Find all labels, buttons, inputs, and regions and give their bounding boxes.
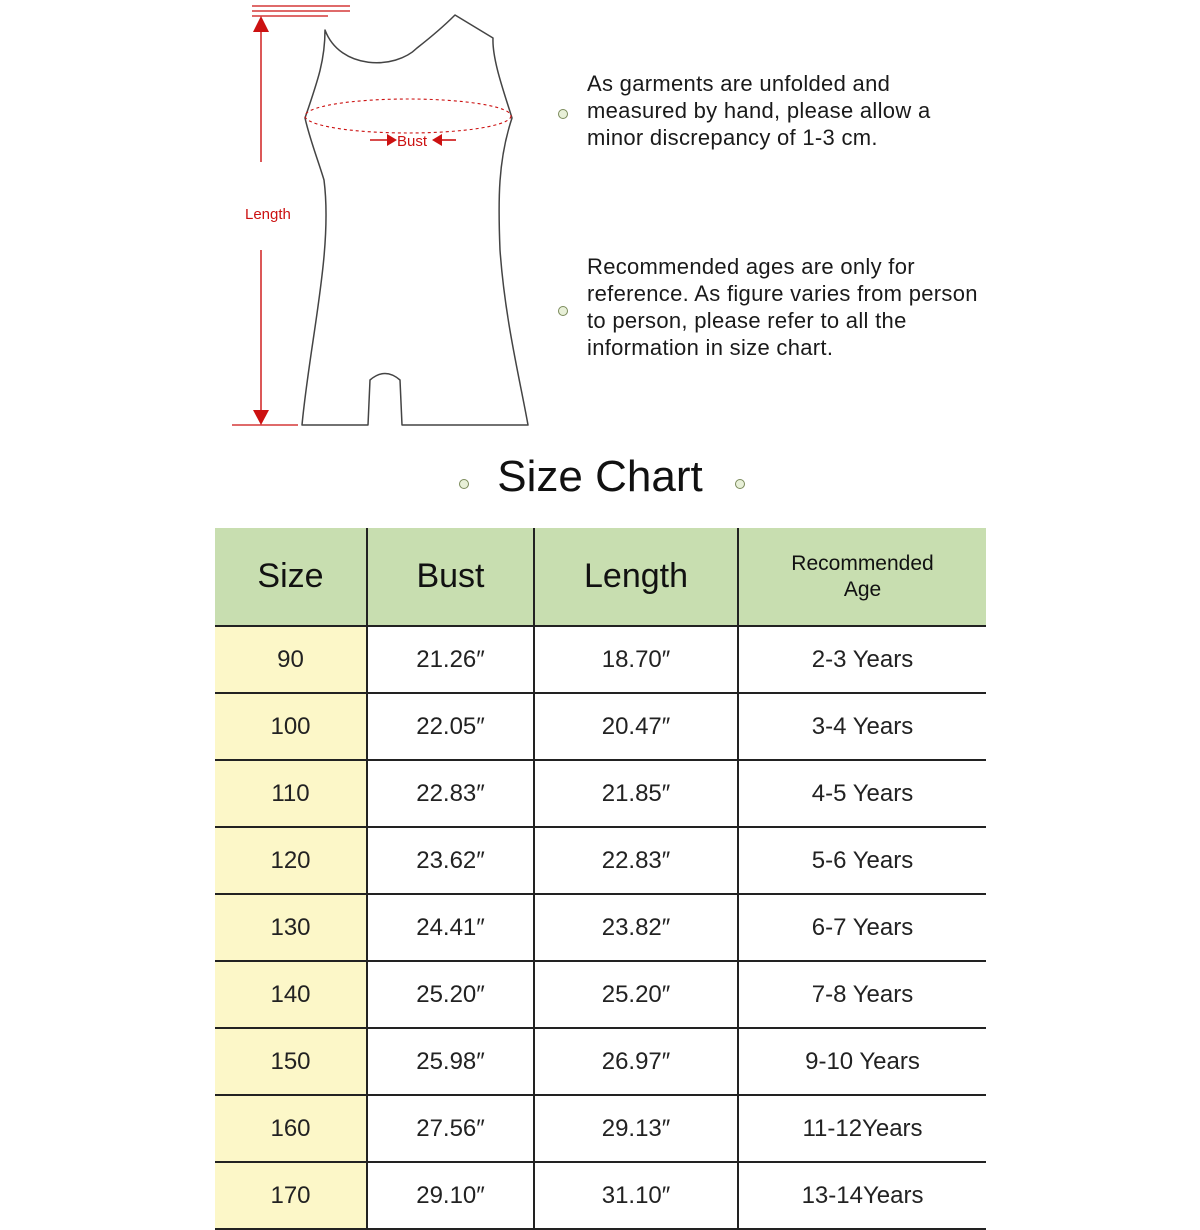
table-header-row xyxy=(215,528,986,626)
title-right-bullet-icon xyxy=(735,479,745,489)
note-2-bullet-icon xyxy=(558,306,568,316)
cell-bust: 21.26″ xyxy=(367,626,534,693)
note-1-bullet-icon xyxy=(558,109,568,119)
note-age-reference: Recommended ages are only for reference. As figure varies from person to person, please refer to all the information in size chart. xyxy=(587,254,978,360)
cell-bust: 25.98″ xyxy=(367,1028,534,1095)
cell-size: 110 xyxy=(215,760,367,827)
header-bust: Bust xyxy=(367,528,534,626)
cell-length: 29.13″ xyxy=(534,1095,738,1162)
cell-length: 22.83″ xyxy=(534,827,738,894)
cell-length: 25.20″ xyxy=(534,961,738,1028)
cell-age: 6-7 Years xyxy=(738,894,986,961)
cell-size: 90 xyxy=(215,626,367,693)
table-row xyxy=(215,693,986,760)
cell-size: 140 xyxy=(215,961,367,1028)
cell-age: 4-5 Years xyxy=(738,760,986,827)
cell-size: 160 xyxy=(215,1095,367,1162)
cell-age: 11-12Years xyxy=(738,1095,986,1162)
header-age-line1: Recommended xyxy=(791,551,934,575)
garment-diagram xyxy=(0,0,560,440)
size-chart-title: Size Chart xyxy=(497,452,703,501)
cell-length: 23.82″ xyxy=(534,894,738,961)
cell-age: 2-3 Years xyxy=(738,626,986,693)
cell-age: 13-14Years xyxy=(738,1162,986,1229)
cell-size: 150 xyxy=(215,1028,367,1095)
header-length: Length xyxy=(534,528,738,626)
table-row xyxy=(215,961,986,1028)
cell-age: 9-10 Years xyxy=(738,1028,986,1095)
table-row xyxy=(215,760,986,827)
cell-bust: 23.62″ xyxy=(367,827,534,894)
header-size: Size xyxy=(215,528,367,626)
table-row xyxy=(215,1095,986,1162)
cell-length: 31.10″ xyxy=(534,1162,738,1229)
cell-bust: 27.56″ xyxy=(367,1095,534,1162)
cell-size: 120 xyxy=(215,827,367,894)
cell-length: 21.85″ xyxy=(534,760,738,827)
table-row xyxy=(215,827,986,894)
length-label: Length xyxy=(245,206,291,223)
cell-bust: 22.83″ xyxy=(367,760,534,827)
cell-length: 26.97″ xyxy=(534,1028,738,1095)
cell-bust: 25.20″ xyxy=(367,961,534,1028)
table-row xyxy=(215,894,986,961)
cell-length: 20.47″ xyxy=(534,693,738,760)
cell-size: 100 xyxy=(215,693,367,760)
top-edge-lines xyxy=(252,6,350,16)
cell-age: 5-6 Years xyxy=(738,827,986,894)
note-measurement: As garments are unfolded and measured by hand, please allow a minor discrepancy of 1-3 cm. xyxy=(587,71,931,150)
table-row xyxy=(215,626,986,693)
cell-length: 18.70″ xyxy=(534,626,738,693)
cell-size: 170 xyxy=(215,1162,367,1229)
cell-bust: 29.10″ xyxy=(367,1162,534,1229)
header-age-line2: Age xyxy=(843,577,882,601)
cell-size: 130 xyxy=(215,894,367,961)
cell-age: 7-8 Years xyxy=(738,961,986,1028)
header-recommended-age xyxy=(738,528,986,626)
table-row xyxy=(215,1028,986,1095)
cell-bust: 24.41″ xyxy=(367,894,534,961)
size-chart-table xyxy=(215,528,986,1230)
cell-bust: 22.05″ xyxy=(367,693,534,760)
table-row xyxy=(215,1162,986,1229)
bust-label: Bust xyxy=(397,133,428,150)
cell-age: 3-4 Years xyxy=(738,693,986,760)
garment-outline xyxy=(302,15,528,425)
